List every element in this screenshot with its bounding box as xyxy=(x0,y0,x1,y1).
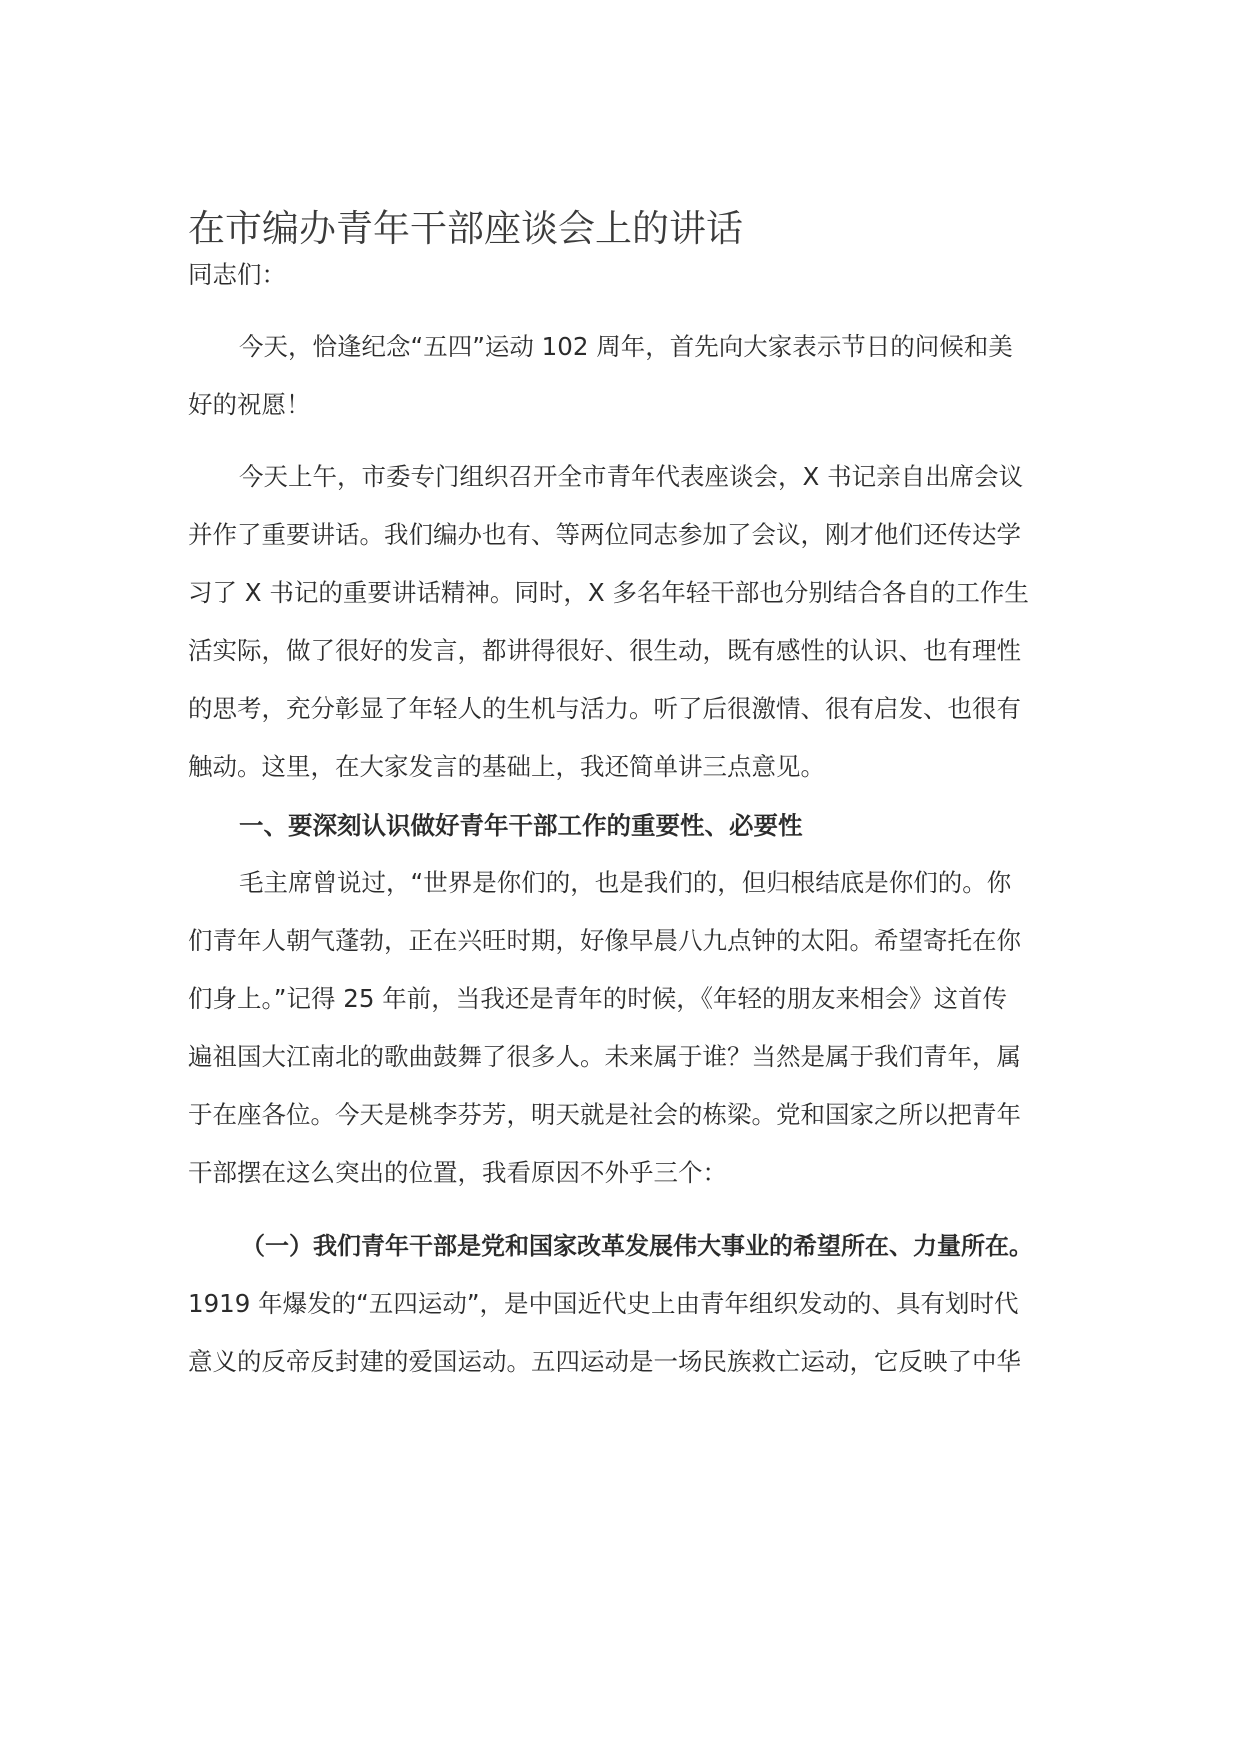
subsection-heading: （一）我们青年干部是党和国家改革发展伟大事业的希望所在、力量所在。 xyxy=(241,1232,1033,1260)
paragraph-line: 今天上午，市委专门组织召开全市青年代表座谈会，X 书记亲自出席会议 xyxy=(239,462,1024,491)
paragraph-line: 意义的反帝反封建的爱国运动。五四运动是一场民族救亡运动，它反映了中华 xyxy=(188,1347,1021,1376)
paragraph-line: 们青年人朝气蓬勃，正在兴旺时期，好像早晨八九点钟的太阳。希望寄托在你 xyxy=(188,926,1021,955)
paragraph-line: 们身上。”记得 25 年前，当我还是青年的时候，《年轻的朋友来相会》这首传 xyxy=(188,984,1007,1013)
paragraph-line: 1919 年爆发的“五四运动”，是中国近代史上由青年组织发动的、具有划时代 xyxy=(188,1289,1019,1318)
paragraph-line: 今天，恰逢纪念“五四”运动 102 周年，首先向大家表示节日的问候和美 xyxy=(239,332,1013,361)
paragraph-line: 遍祖国大江南北的歌曲鼓舞了很多人。未来属于谁？当然是属于我们青年，属 xyxy=(188,1042,1021,1071)
paragraph-line: 的思考，充分彰显了年轻人的生机与活力。听了后很激情、很有启发、也很有 xyxy=(188,694,1021,723)
section-heading: 一、要深刻认识做好青年干部工作的重要性、必要性 xyxy=(239,811,803,840)
paragraph-line: 于在座各位。今天是桃李芬芳，明天就是社会的栋梁。党和国家之所以把青年 xyxy=(188,1100,1021,1129)
paragraph-line: 习了 X 书记的重要讲话精神。同时，X 多名年轻干部也分别结合各自的工作生 xyxy=(188,578,1029,607)
salutation: 同志们： xyxy=(188,260,286,289)
paragraph-line: 并作了重要讲话。我们编办也有、等两位同志参加了会议，刚才他们还传达学 xyxy=(188,520,1021,549)
paragraph-line: 好的祝愿！ xyxy=(188,390,311,419)
paragraph-line: 毛主席曾说过，“世界是你们的，也是我们的，但归根结底是你们的。你 xyxy=(239,868,1012,897)
document-title: 在市编办青年干部座谈会上的讲话 xyxy=(188,207,743,250)
paragraph-line: 活实际，做了很好的发言，都讲得很好、很生动，既有感性的认识、也有理性 xyxy=(188,636,1021,665)
paragraph-line: 干部摆在这么突出的位置，我看原因不外乎三个： xyxy=(188,1158,727,1187)
paragraph-line: 触动。这里，在大家发言的基础上，我还简单讲三点意见。 xyxy=(188,752,825,781)
